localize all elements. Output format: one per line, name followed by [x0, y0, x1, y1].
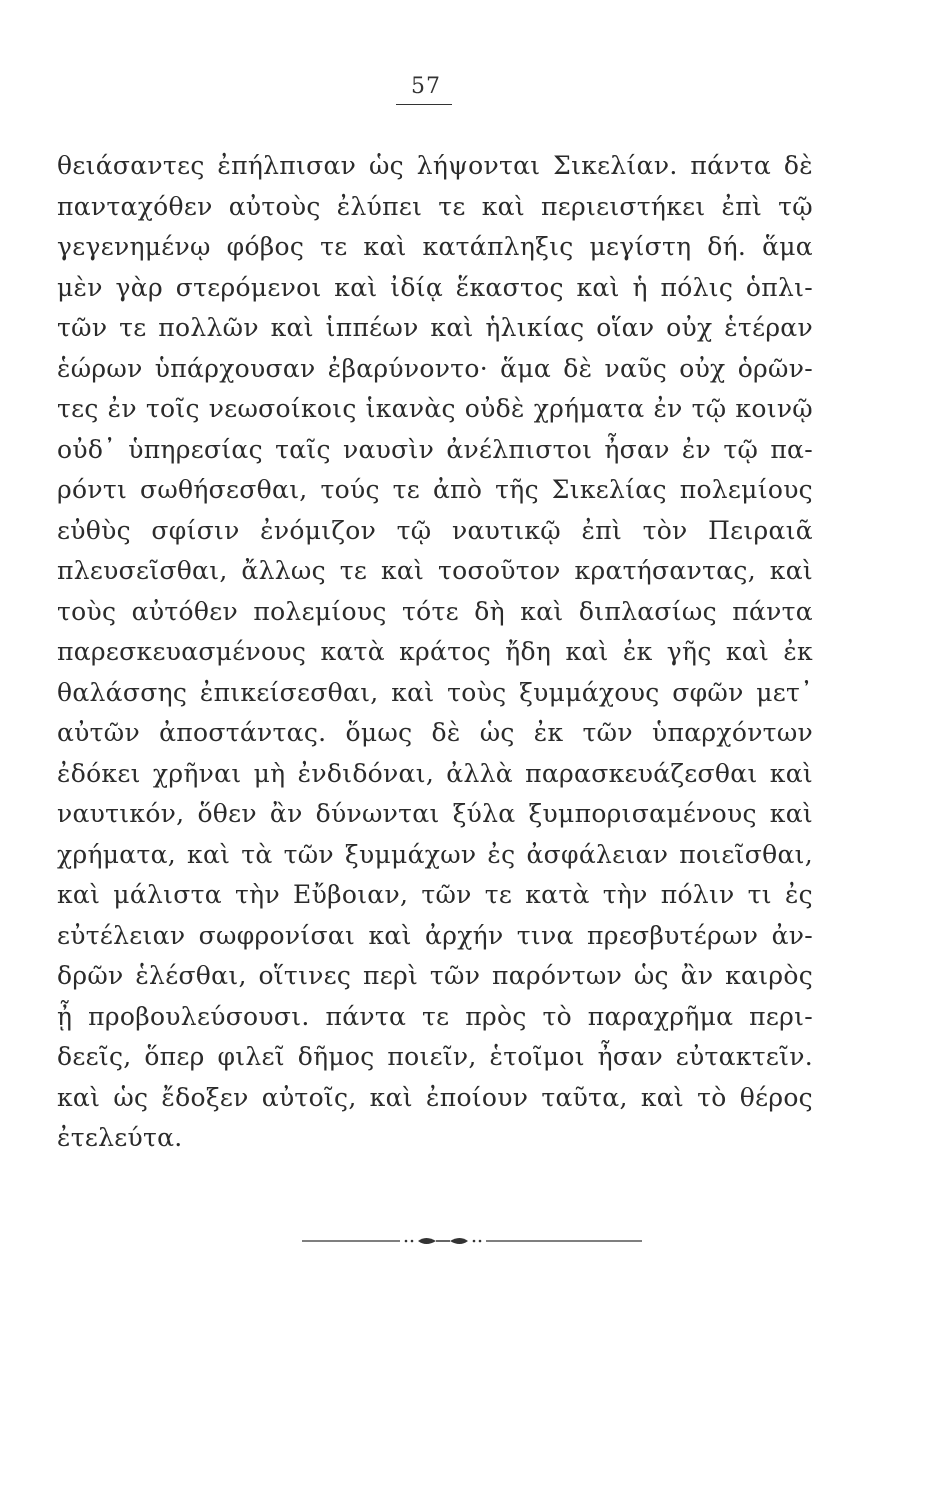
text-line: ᾖ προβουλεύσουσι. πάντα τε πρὸς τὸ παραχρῆμα περι-	[57, 1001, 813, 1031]
text-line: μὲν γὰρ στερόμενοι καὶ ἰδίᾳ ἕκαστος καὶ ἡ πόλις ὁπλι-	[57, 272, 813, 302]
ornament-leaf-right	[450, 1238, 468, 1244]
text-line: δρῶν ἑλέσθαι, οἵτινες περὶ τῶν παρόντων ὡς ἂν καιρὸς	[57, 961, 813, 990]
text-line: πανταχόθεν αὐτοὺς ἐλύπει τε καὶ περιειστήκει ἐπὶ τῷ	[57, 191, 813, 221]
text-line: χρήματα, καὶ τὰ τῶν ξυμμάχων ἐς ἀσφάλειαν ποιεῖσθαι,	[57, 839, 813, 869]
text-line: πλευσεῖσθαι, ἄλλως τε καὶ τοσοῦτον κρατήσαντας, καὶ	[57, 556, 813, 585]
text-line: αὐτῶν ἀποστάντας. ὅμως δὲ ὡς ἐκ τῶν ὑπαρχόντων	[57, 718, 813, 747]
text-line: ἐτελεύτα.	[57, 1123, 183, 1152]
text-line: τῶν τε πολλῶν καὶ ἱππέων καὶ ἡλικίας οἵαν οὐχ ἑτέραν	[57, 313, 813, 342]
page-number-underline	[396, 104, 452, 105]
ornament-dot	[473, 1240, 476, 1243]
text-line: θειάσαντες ἐπήλπισαν ὡς λήψονται Σικελίαν. πάντα δὲ	[57, 151, 813, 180]
text-line: ἐδόκει χρῆναι μὴ ἐνδιδόναι, ἀλλὰ παρασκευάζεσθαι καὶ	[57, 758, 813, 788]
text-line: οὐδ᾽ ὑπηρεσίας ταῖς ναυσὶν ἀνέλπιστοι ἦσαν ἐν τῷ πα-	[57, 434, 813, 464]
ornament-dot	[405, 1240, 408, 1243]
page-number: 57	[411, 74, 441, 99]
ornament-dot	[411, 1240, 414, 1243]
text-line: καὶ μάλιστα τὴν Εὔβοιαν, τῶν τε κατὰ τὴν πόλιν τι ἐς	[57, 880, 813, 909]
text-line: δεεῖς, ὅπερ φιλεῖ δῆμος ποιεῖν, ἑτοῖμοι ἦσαν εὐτακτεῖν.	[57, 1042, 813, 1071]
text-line: τοὺς αὐτόθεν πολεμίους τότε δὴ καὶ διπλασίως πάντα	[57, 596, 813, 626]
text-line: παρεσκευασμένους κατὰ κράτος ἤδη καὶ ἐκ γῆς καὶ ἐκ	[57, 637, 813, 666]
ornament-dot	[479, 1240, 482, 1243]
text-line: θαλάσσης ἐπικείσεσθαι, καὶ τοὺς ξυμμάχους σφῶν μετ᾽	[57, 677, 813, 707]
text-body	[57, 146, 813, 1159]
text-line: εὐθὺς σφίσιν ἐνόμιζον τῷ ναυτικῷ ἐπὶ τὸν Πειραιᾶ	[57, 515, 813, 545]
text-line: ναυτικόν, ὅθεν ἂν δύνωνται ξύλα ξυμπορισαμένους καὶ	[57, 799, 813, 828]
text-line: εὐτέλειαν σωφρονίσαι καὶ ἀρχήν τινα πρεσβυτέρων ἀν-	[57, 920, 813, 950]
text-line: ρόντι σωθήσεσθαι, τούς τε ἀπὸ τῆς Σικελίας πολεμίους	[57, 475, 813, 504]
text-line: καὶ ὡς ἔδοξεν αὐτοῖς, καὶ ἐποίουν ταῦτα, καὶ τὸ θέρος	[57, 1082, 813, 1112]
text-line: τες ἐν τοῖς νεωσοίκοις ἱκανὰς οὐδὲ χρήματα ἐν τῷ κοινῷ	[57, 394, 813, 423]
text-line: γεγενημένῳ φόβος τε καὶ κατάπληξις μεγίστη δή. ἅμα	[57, 232, 813, 261]
ornament-leaf-left	[418, 1238, 436, 1244]
text-line: ἑώρων ὑπάρχουσαν ἐβαρύνοντο· ἅμα δὲ ναῦς οὐχ ὁρῶν-	[57, 353, 813, 383]
end-of-chapter-ornament-icon	[302, 1234, 642, 1248]
